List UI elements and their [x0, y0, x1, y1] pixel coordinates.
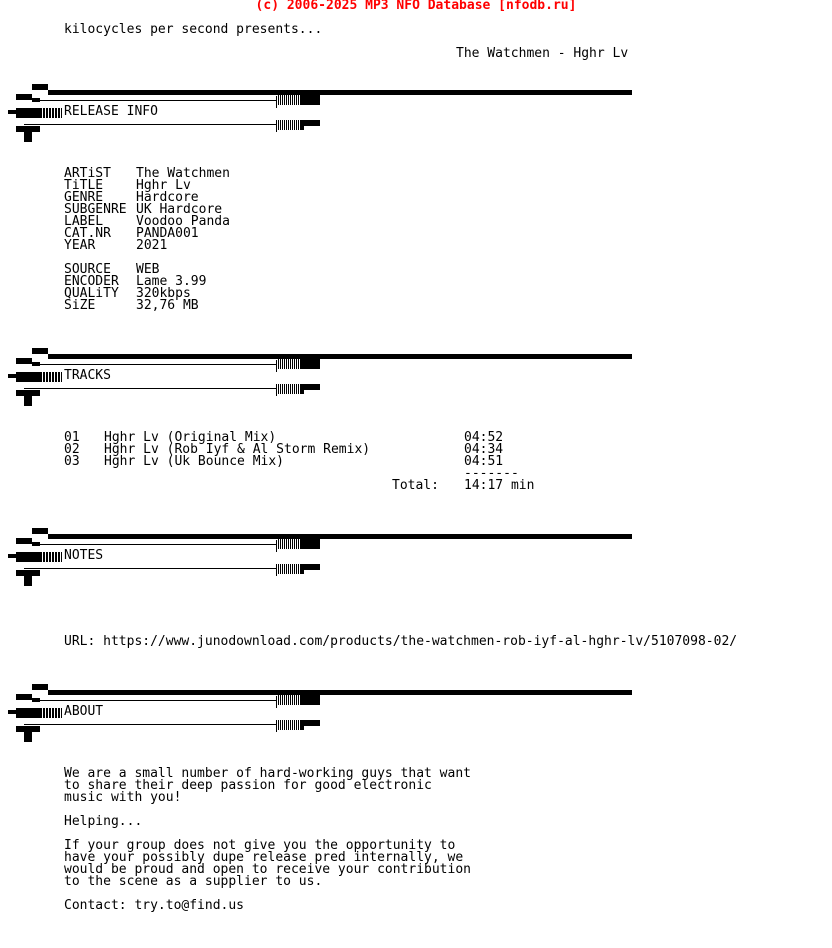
info-row-genre: GENRE Hardcore — [64, 190, 199, 205]
about-line: If your group does not give you the opportunity to — [64, 838, 456, 853]
info-row-catnr: CAT.NR PANDA001 — [64, 226, 199, 241]
about-line: music with you! — [64, 790, 182, 805]
notes-url: URL: https://www.junodownload.com/products/the-watchmen-rob-iyf-al-hghr-lv/5107098-02/ — [64, 634, 738, 649]
presents-line: kilocycles per second presents... — [64, 22, 323, 37]
section-header-notes — [8, 528, 648, 592]
release-title: The Watchmen - Hghr Lv — [456, 46, 629, 61]
section-title: RELEASE INFO — [64, 104, 158, 119]
site-banner: (c) 2006-2025 MP3 NFO Database [nfodb.ru] — [255, 0, 577, 13]
about-helping: Helping... — [64, 814, 143, 829]
total-label: Total: — [392, 478, 439, 493]
section-title: ABOUT — [64, 704, 104, 719]
about-line: to the scene as a supplier to us. — [64, 874, 323, 889]
section-header-release-info — [8, 84, 648, 148]
info-row-quality: QUALiTY 320kbps — [64, 286, 191, 301]
tracks-separator: ------- — [464, 466, 519, 481]
about-line: have your possibly dupe release pred internally, we — [64, 850, 464, 865]
info-row-source: SOURCE WEB — [64, 262, 160, 277]
about-line: would be proud and open to receive your contribution — [64, 862, 471, 877]
info-row-encoder: ENCODER Lame 3.99 — [64, 274, 207, 289]
about-contact: Contact: try.to@find.us — [64, 898, 245, 913]
info-row-title: TiTLE Hghr Lv — [64, 178, 191, 193]
section-title: NOTES — [64, 548, 104, 563]
total-time: 14:17 min — [464, 478, 535, 493]
info-row-year: YEAR 2021 — [64, 238, 168, 253]
info-row-label: LABEL Voodoo Panda — [64, 214, 230, 229]
section-header-about — [8, 684, 648, 748]
info-row-size: SiZE 32,76 MB — [64, 298, 199, 313]
about-line: to share their deep passion for good electronic — [64, 778, 432, 793]
info-row-artist: ARTiST The Watchmen — [64, 166, 230, 181]
about-line: We are a small number of hard-working guys that want — [64, 766, 471, 781]
info-row-subgenre: SUBGENRE UK Hardcore — [64, 202, 223, 217]
track-row: 02 Hghr Lv (Rob Iyf & Al Storm Remix) 04:34 — [64, 442, 504, 457]
section-title: TRACKS — [64, 368, 111, 383]
track-row: 03 Hghr Lv (Uk Bounce Mix) 04:51 — [64, 454, 504, 469]
section-header-tracks — [8, 348, 648, 412]
track-row: 01 Hghr Lv (Original Mix) 04:52 — [64, 430, 504, 445]
